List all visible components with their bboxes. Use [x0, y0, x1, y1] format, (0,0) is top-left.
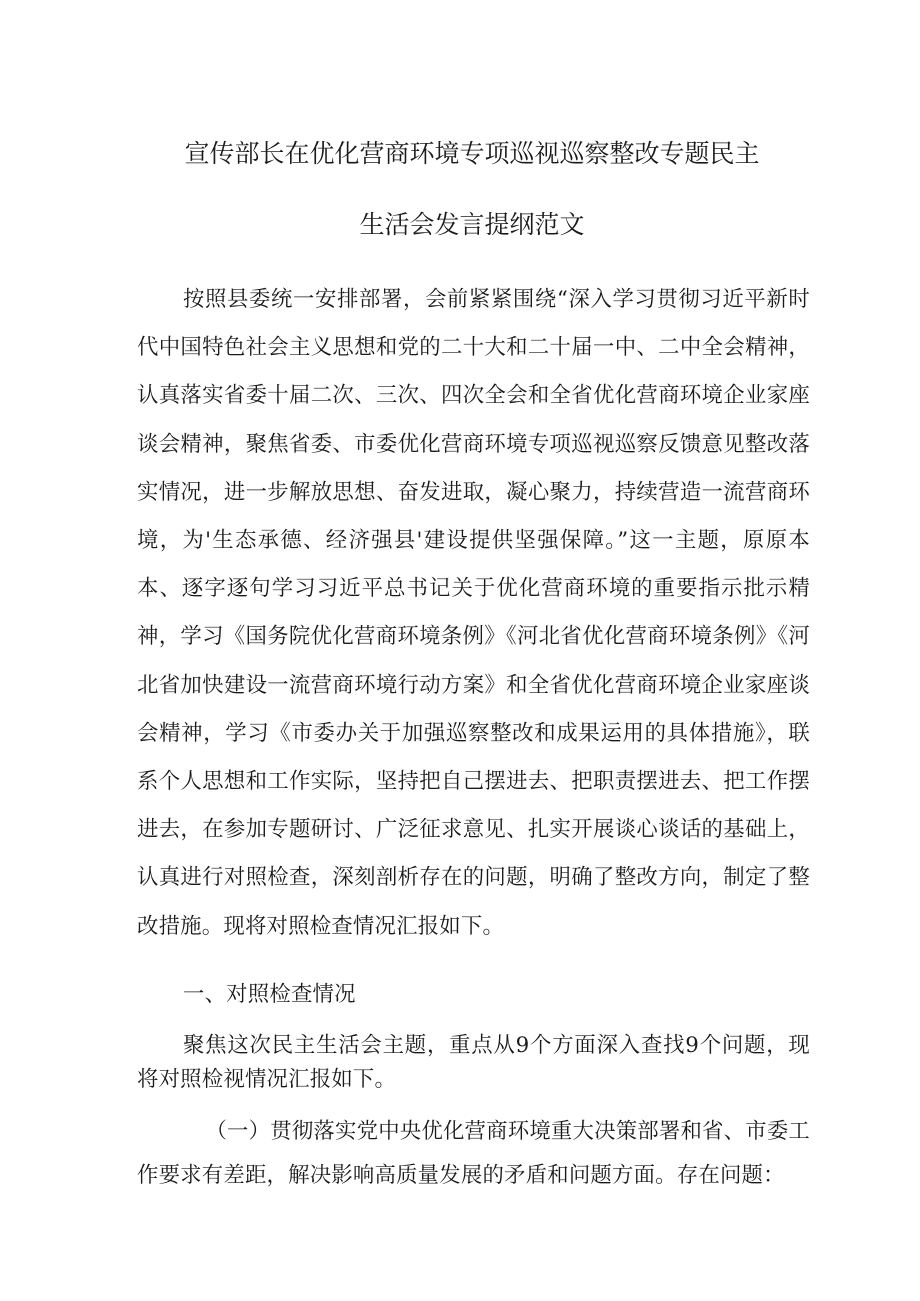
- section-heading: 一、对照检查情况: [183, 982, 356, 1007]
- subsection-paragraph: （一）贯彻落实党中央优化营商环境重大决策部署和省、市委工作要求有差距，解决影响高质量发展的矛盾和问题方面。存在问题：: [137, 1119, 811, 1188]
- document-title-line-1: 宣传部长在优化营商环境专项巡视巡察整改专题民主: [184, 139, 760, 168]
- section-paragraph: 聚焦这次民主生活会主题，重点从9个方面深入查找9个问题，现将对照检视情况汇报如下。: [137, 1033, 810, 1092]
- document-title-line-2: 生活会发言提纲范文: [359, 210, 585, 239]
- intro-paragraph: 按照县委统一安排部署，会前紧紧围绕“深入学习贯彻习近平新时代中国特色社会主义思想和党的二十大和二十届一中、二中全会精神，认真落实省委十届二次、三次、四次全会和全省优化营商环境企业家座谈会精神，聚焦省委、市委优化营商环境专项巡视巡察反馈意见整改落实情况，进一步解放思想、奋发进取，凝心聚力，持续营造一流营商环境，为'生态承德、经济强县'建设提供坚强保障。”这一主题，原原本本、逐字逐句学习习近平总书记关于优化营商环境的重要指示批示精神，学习《国务院优化营商环境条例》《河北省优化营商环境条例》《河北省加快建设一流营商环境行动方案》和全省优化营商环境企业家座谈会精神，学习《市委办关于加强巡察整改和成果运用的具体措施》，联系个人思想和工作实际，坚持把自己摆进去、把职责摆进去、把工作摆进去，在参加专题研讨、广泛征求意见、扎实开展谈心谈话的基础上，认真进行对照检查，深刻剖析存在的问题，明确了整改方向，制定了整改措施。现将对照检查情况汇报如下。: [137, 287, 810, 939]
